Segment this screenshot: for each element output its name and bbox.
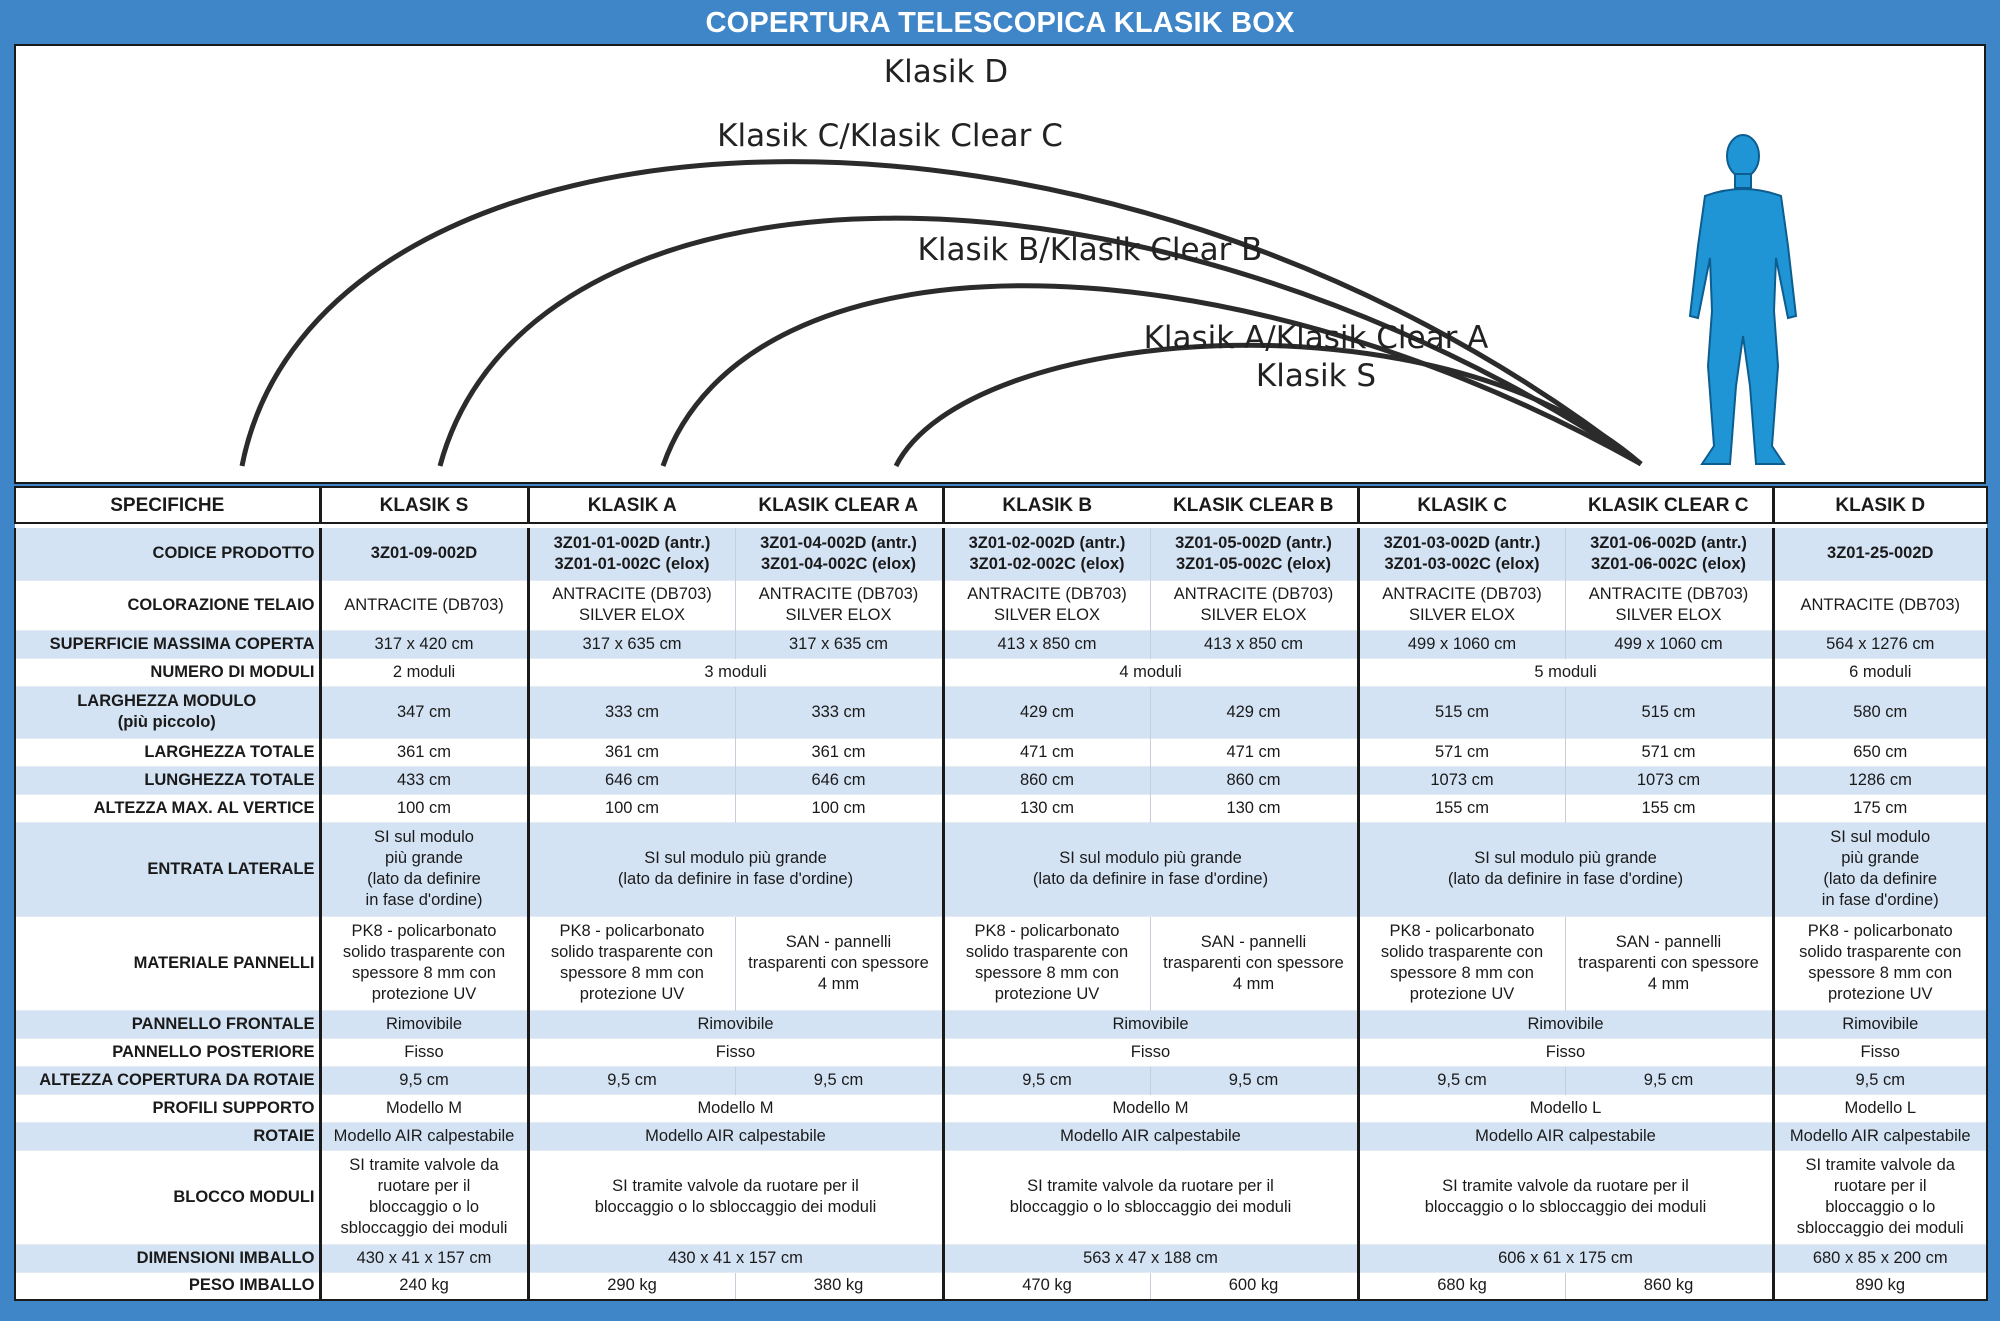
cell-klasik-d: 3Z01-25-002D xyxy=(1773,528,1987,580)
cell-klasik-c: 3Z01-03-002D (antr.) 3Z01-03-002C (elox) xyxy=(1358,528,1565,580)
size-diagram xyxy=(14,44,1986,484)
cell-klasik-c-group: SI tramite valvole da ruotare per il bloccaggio o lo sbloccaggio dei moduli xyxy=(1358,1150,1773,1244)
header-klasik-d: KLASIK D xyxy=(1773,487,1987,523)
cell-klasik-a-group: Modello AIR calpestabile xyxy=(528,1122,943,1150)
row-label: LUNGHEZZA TOTALE xyxy=(15,766,320,794)
header-klasik-s: KLASIK S xyxy=(320,487,528,523)
cell-klasik-a-group: 3 moduli xyxy=(528,658,943,686)
cell-klasik-clear-a: 380 kg xyxy=(735,1272,943,1300)
cell-klasik-a: PK8 - policarbonato solido trasparente con spessore 8 mm con protezione UV xyxy=(528,916,735,1010)
cell-klasik-clear-b: 3Z01-05-002D (antr.) 3Z01-05-002C (elox) xyxy=(1150,528,1358,580)
cell-klasik-b-group: SI sul modulo più grande (lato da definire in fase d'ordine) xyxy=(943,822,1358,916)
cell-klasik-d: 175 cm xyxy=(1773,794,1987,822)
row-label: PANNELLO FRONTALE xyxy=(15,1010,320,1038)
cell-klasik-s: Modello M xyxy=(320,1094,528,1122)
cell-klasik-b-group: 4 moduli xyxy=(943,658,1358,686)
row-label: DIMENSIONI IMBALLO xyxy=(15,1244,320,1272)
cell-klasik-clear-a: 361 cm xyxy=(735,738,943,766)
header-specifiche: SPECIFICHE xyxy=(15,487,320,523)
cell-klasik-b: 3Z01-02-002D (antr.) 3Z01-02-002C (elox) xyxy=(943,528,1150,580)
cell-klasik-clear-b: ANTRACITE (DB703) SILVER ELOX xyxy=(1150,580,1358,630)
cell-klasik-c-group: Modello AIR calpestabile xyxy=(1358,1122,1773,1150)
header-klasik-a: KLASIK A xyxy=(528,487,735,523)
cell-klasik-s: 433 cm xyxy=(320,766,528,794)
cell-klasik-clear-a: 3Z01-04-002D (antr.) 3Z01-04-002C (elox) xyxy=(735,528,943,580)
row-label: ALTEZZA COPERTURA DA ROTAIE xyxy=(15,1066,320,1094)
header-klasik-c: KLASIK C xyxy=(1358,487,1565,523)
cell-klasik-c-group: Modello L xyxy=(1358,1094,1773,1122)
cell-klasik-d: SI tramite valvole da ruotare per il bloccaggio o lo sbloccaggio dei moduli xyxy=(1773,1150,1987,1244)
cell-klasik-a-group: SI sul modulo più grande (lato da definire in fase d'ordine) xyxy=(528,822,943,916)
row-label: ALTEZZA MAX. AL VERTICE xyxy=(15,794,320,822)
cell-klasik-a: 3Z01-01-002D (antr.) 3Z01-01-002C (elox) xyxy=(528,528,735,580)
cell-klasik-a-group: Rimovibile xyxy=(528,1010,943,1038)
cell-klasik-s: 100 cm xyxy=(320,794,528,822)
table-header-row xyxy=(15,487,1987,523)
cell-klasik-s: 361 cm xyxy=(320,738,528,766)
cell-klasik-b: PK8 - policarbonato solido trasparente con spessore 8 mm con protezione UV xyxy=(943,916,1150,1010)
cell-klasik-s: Rimovibile xyxy=(320,1010,528,1038)
header-klasik-clear-a: KLASIK CLEAR A xyxy=(735,487,943,523)
cell-klasik-clear-c: 155 cm xyxy=(1565,794,1773,822)
cell-klasik-a: 646 cm xyxy=(528,766,735,794)
table-row-lunghezza-totale xyxy=(15,766,1987,794)
cell-klasik-clear-c: 860 kg xyxy=(1565,1272,1773,1300)
cell-klasik-s: 3Z01-09-002D xyxy=(320,528,528,580)
cell-klasik-d: Modello L xyxy=(1773,1094,1987,1122)
cell-klasik-clear-b: 600 kg xyxy=(1150,1272,1358,1300)
table-row-frontale xyxy=(15,1010,1987,1038)
cell-klasik-clear-b: 860 cm xyxy=(1150,766,1358,794)
row-label: ENTRATA LATERALE xyxy=(15,822,320,916)
cell-klasik-s: PK8 - policarbonato solido trasparente con spessore 8 mm con protezione UV xyxy=(320,916,528,1010)
cell-klasik-clear-b: 471 cm xyxy=(1150,738,1358,766)
table-row-rotaie xyxy=(15,1122,1987,1150)
cell-klasik-c-group: 5 moduli xyxy=(1358,658,1773,686)
cell-klasik-c: 515 cm xyxy=(1358,686,1565,738)
table-row-colorazione xyxy=(15,580,1987,630)
row-label: BLOCCO MODULI xyxy=(15,1150,320,1244)
cell-klasik-d: 1286 cm xyxy=(1773,766,1987,794)
label-klasik-b: Klasik B/Klasik Clear B xyxy=(917,232,1263,268)
table-row-entrata xyxy=(15,822,1987,916)
cell-klasik-clear-c: 1073 cm xyxy=(1565,766,1773,794)
cell-klasik-c: PK8 - policarbonato solido trasparente con spessore 8 mm con protezione UV xyxy=(1358,916,1565,1010)
cell-klasik-d: 9,5 cm xyxy=(1773,1066,1987,1094)
cell-klasik-c: 9,5 cm xyxy=(1358,1066,1565,1094)
cell-klasik-c: 155 cm xyxy=(1358,794,1565,822)
table-row-altezza-rotaie xyxy=(15,1066,1987,1094)
cell-klasik-s: Modello AIR calpestabile xyxy=(320,1122,528,1150)
table-row-posteriore xyxy=(15,1038,1987,1066)
cell-klasik-clear-c: 571 cm xyxy=(1565,738,1773,766)
cell-klasik-b: 471 cm xyxy=(943,738,1150,766)
cell-klasik-clear-c: ANTRACITE (DB703) SILVER ELOX xyxy=(1565,580,1773,630)
header-klasik-b: KLASIK B xyxy=(943,487,1150,523)
row-label: PROFILI SUPPORTO xyxy=(15,1094,320,1122)
cell-klasik-a: ANTRACITE (DB703) SILVER ELOX xyxy=(528,580,735,630)
cell-klasik-b: 470 kg xyxy=(943,1272,1150,1300)
cell-klasik-b-group: Modello AIR calpestabile xyxy=(943,1122,1358,1150)
cell-klasik-a: 100 cm xyxy=(528,794,735,822)
cell-klasik-a: 333 cm xyxy=(528,686,735,738)
cell-klasik-b-group: 563 x 47 x 188 cm xyxy=(943,1244,1358,1272)
cell-klasik-clear-c: SAN - pannelli trasparenti con spessore 4 mm xyxy=(1565,916,1773,1010)
cell-klasik-s: 2 moduli xyxy=(320,658,528,686)
table-row-moduli xyxy=(15,658,1987,686)
cell-klasik-s: SI tramite valvole da ruotare per il bloccaggio o lo sbloccaggio dei moduli xyxy=(320,1150,528,1244)
cell-klasik-d: 890 kg xyxy=(1773,1272,1987,1300)
cell-klasik-d: ANTRACITE (DB703) xyxy=(1773,580,1987,630)
cell-klasik-clear-c: 3Z01-06-002D (antr.) 3Z01-06-002C (elox) xyxy=(1565,528,1773,580)
table-row-imballo xyxy=(15,1244,1987,1272)
cell-klasik-s: 430 x 41 x 157 cm xyxy=(320,1244,528,1272)
cell-klasik-s: 347 cm xyxy=(320,686,528,738)
row-label: MATERIALE PANNELLI xyxy=(15,916,320,1010)
cell-klasik-s: 9,5 cm xyxy=(320,1066,528,1094)
cell-klasik-clear-a: SAN - pannelli trasparenti con spessore 4 mm xyxy=(735,916,943,1010)
cell-klasik-c-group: Rimovibile xyxy=(1358,1010,1773,1038)
cell-klasik-b: ANTRACITE (DB703) SILVER ELOX xyxy=(943,580,1150,630)
table-row-profili xyxy=(15,1094,1987,1122)
cell-klasik-clear-b: 9,5 cm xyxy=(1150,1066,1358,1094)
arc-klasik-d xyxy=(242,162,1641,466)
cell-klasik-d: 580 cm xyxy=(1773,686,1987,738)
cell-klasik-s: Fisso xyxy=(320,1038,528,1066)
cell-klasik-a-group: 430 x 41 x 157 cm xyxy=(528,1244,943,1272)
cell-klasik-clear-b: 429 cm xyxy=(1150,686,1358,738)
table-row-blocco xyxy=(15,1150,1987,1244)
cell-klasik-c: 499 x 1060 cm xyxy=(1358,630,1565,658)
cell-klasik-b: 9,5 cm xyxy=(943,1066,1150,1094)
row-label: LARGHEZZA MODULO (più piccolo) xyxy=(15,686,320,738)
cell-klasik-clear-b: 413 x 850 cm xyxy=(1150,630,1358,658)
cell-klasik-clear-c: 9,5 cm xyxy=(1565,1066,1773,1094)
cell-klasik-clear-a: ANTRACITE (DB703) SILVER ELOX xyxy=(735,580,943,630)
table-row-larghezza-totale xyxy=(15,738,1987,766)
cell-klasik-clear-b: 130 cm xyxy=(1150,794,1358,822)
cell-klasik-b: 429 cm xyxy=(943,686,1150,738)
cell-klasik-c: ANTRACITE (DB703) SILVER ELOX xyxy=(1358,580,1565,630)
row-label: PESO IMBALLO xyxy=(15,1272,320,1300)
cell-klasik-b: 413 x 850 cm xyxy=(943,630,1150,658)
row-label: SUPERFICIE MASSIMA COPERTA xyxy=(15,630,320,658)
cell-klasik-c: 571 cm xyxy=(1358,738,1565,766)
cell-klasik-b: 130 cm xyxy=(943,794,1150,822)
cell-klasik-clear-a: 9,5 cm xyxy=(735,1066,943,1094)
table-row-larghezza-modulo xyxy=(15,686,1987,738)
cell-klasik-s: ANTRACITE (DB703) xyxy=(320,580,528,630)
row-label: COLORAZIONE TELAIO xyxy=(15,580,320,630)
table-row-codice xyxy=(15,528,1987,580)
cell-klasik-c: 680 kg xyxy=(1358,1272,1565,1300)
cell-klasik-a-group: SI tramite valvole da ruotare per il bloccaggio o lo sbloccaggio dei moduli xyxy=(528,1150,943,1244)
cell-klasik-a-group: Fisso xyxy=(528,1038,943,1066)
cell-klasik-clear-a: 646 cm xyxy=(735,766,943,794)
row-label: PANNELLO POSTERIORE xyxy=(15,1038,320,1066)
cell-klasik-d: 564 x 1276 cm xyxy=(1773,630,1987,658)
cell-klasik-c-group: Fisso xyxy=(1358,1038,1773,1066)
cell-klasik-b-group: Modello M xyxy=(943,1094,1358,1122)
cell-klasik-b-group: Rimovibile xyxy=(943,1010,1358,1038)
spec-table xyxy=(14,486,1988,1301)
cell-klasik-d: PK8 - policarbonato solido trasparente con spessore 8 mm con protezione UV xyxy=(1773,916,1987,1010)
cell-klasik-c-group: SI sul modulo più grande (lato da definire in fase d'ordine) xyxy=(1358,822,1773,916)
table-row-peso xyxy=(15,1272,1987,1300)
human-figure-icon xyxy=(1690,135,1796,464)
cell-klasik-a: 361 cm xyxy=(528,738,735,766)
cell-klasik-a: 290 kg xyxy=(528,1272,735,1300)
cell-klasik-b: 860 cm xyxy=(943,766,1150,794)
header-klasik-clear-c: KLASIK CLEAR C xyxy=(1565,487,1773,523)
cell-klasik-d: 680 x 85 x 200 cm xyxy=(1773,1244,1987,1272)
table-row-materiale xyxy=(15,916,1987,1010)
cell-klasik-s: 240 kg xyxy=(320,1272,528,1300)
page-title: COPERTURA TELESCOPICA KLASIK BOX xyxy=(705,7,1295,39)
table-body xyxy=(15,523,1987,1300)
cell-klasik-clear-a: 333 cm xyxy=(735,686,943,738)
cell-klasik-a-group: Modello M xyxy=(528,1094,943,1122)
cell-klasik-d: Modello AIR calpestabile xyxy=(1773,1122,1987,1150)
label-klasik-s: Klasik S xyxy=(1255,358,1377,394)
table-row-superficie xyxy=(15,630,1987,658)
cell-klasik-b-group: SI tramite valvole da ruotare per il bloccaggio o lo sbloccaggio dei moduli xyxy=(943,1150,1358,1244)
cell-klasik-clear-a: 100 cm xyxy=(735,794,943,822)
row-label: NUMERO DI MODULI xyxy=(15,658,320,686)
cell-klasik-clear-c: 499 x 1060 cm xyxy=(1565,630,1773,658)
table-row-altezza-vertice xyxy=(15,794,1987,822)
cell-klasik-a: 317 x 635 cm xyxy=(528,630,735,658)
cell-klasik-s: 317 x 420 cm xyxy=(320,630,528,658)
cell-klasik-d: Rimovibile xyxy=(1773,1010,1987,1038)
cell-klasik-a: 9,5 cm xyxy=(528,1066,735,1094)
cell-klasik-s: SI sul modulo più grande (lato da definire in fase d'ordine) xyxy=(320,822,528,916)
cell-klasik-c: 1073 cm xyxy=(1358,766,1565,794)
header-klasik-clear-b: KLASIK CLEAR B xyxy=(1150,487,1358,523)
cell-klasik-clear-b: SAN - pannelli trasparenti con spessore 4 mm xyxy=(1150,916,1358,1010)
cell-klasik-clear-c: 515 cm xyxy=(1565,686,1773,738)
row-label: CODICE PRODOTTO xyxy=(15,528,320,580)
label-klasik-c: Klasik C/Klasik Clear C xyxy=(717,118,1063,154)
label-klasik-a: Klasik A/Klasik Clear A xyxy=(1143,320,1489,356)
cell-klasik-clear-a: 317 x 635 cm xyxy=(735,630,943,658)
cell-klasik-d: SI sul modulo più grande (lato da definire in fase d'ordine) xyxy=(1773,822,1987,916)
cell-klasik-c-group: 606 x 61 x 175 cm xyxy=(1358,1244,1773,1272)
cell-klasik-d: 6 moduli xyxy=(1773,658,1987,686)
row-label: ROTAIE xyxy=(15,1122,320,1150)
label-klasik-d: Klasik D xyxy=(883,54,1009,90)
cell-klasik-d: Fisso xyxy=(1773,1038,1987,1066)
cell-klasik-d: 650 cm xyxy=(1773,738,1987,766)
row-label: LARGHEZZA TOTALE xyxy=(15,738,320,766)
cell-klasik-b-group: Fisso xyxy=(943,1038,1358,1066)
